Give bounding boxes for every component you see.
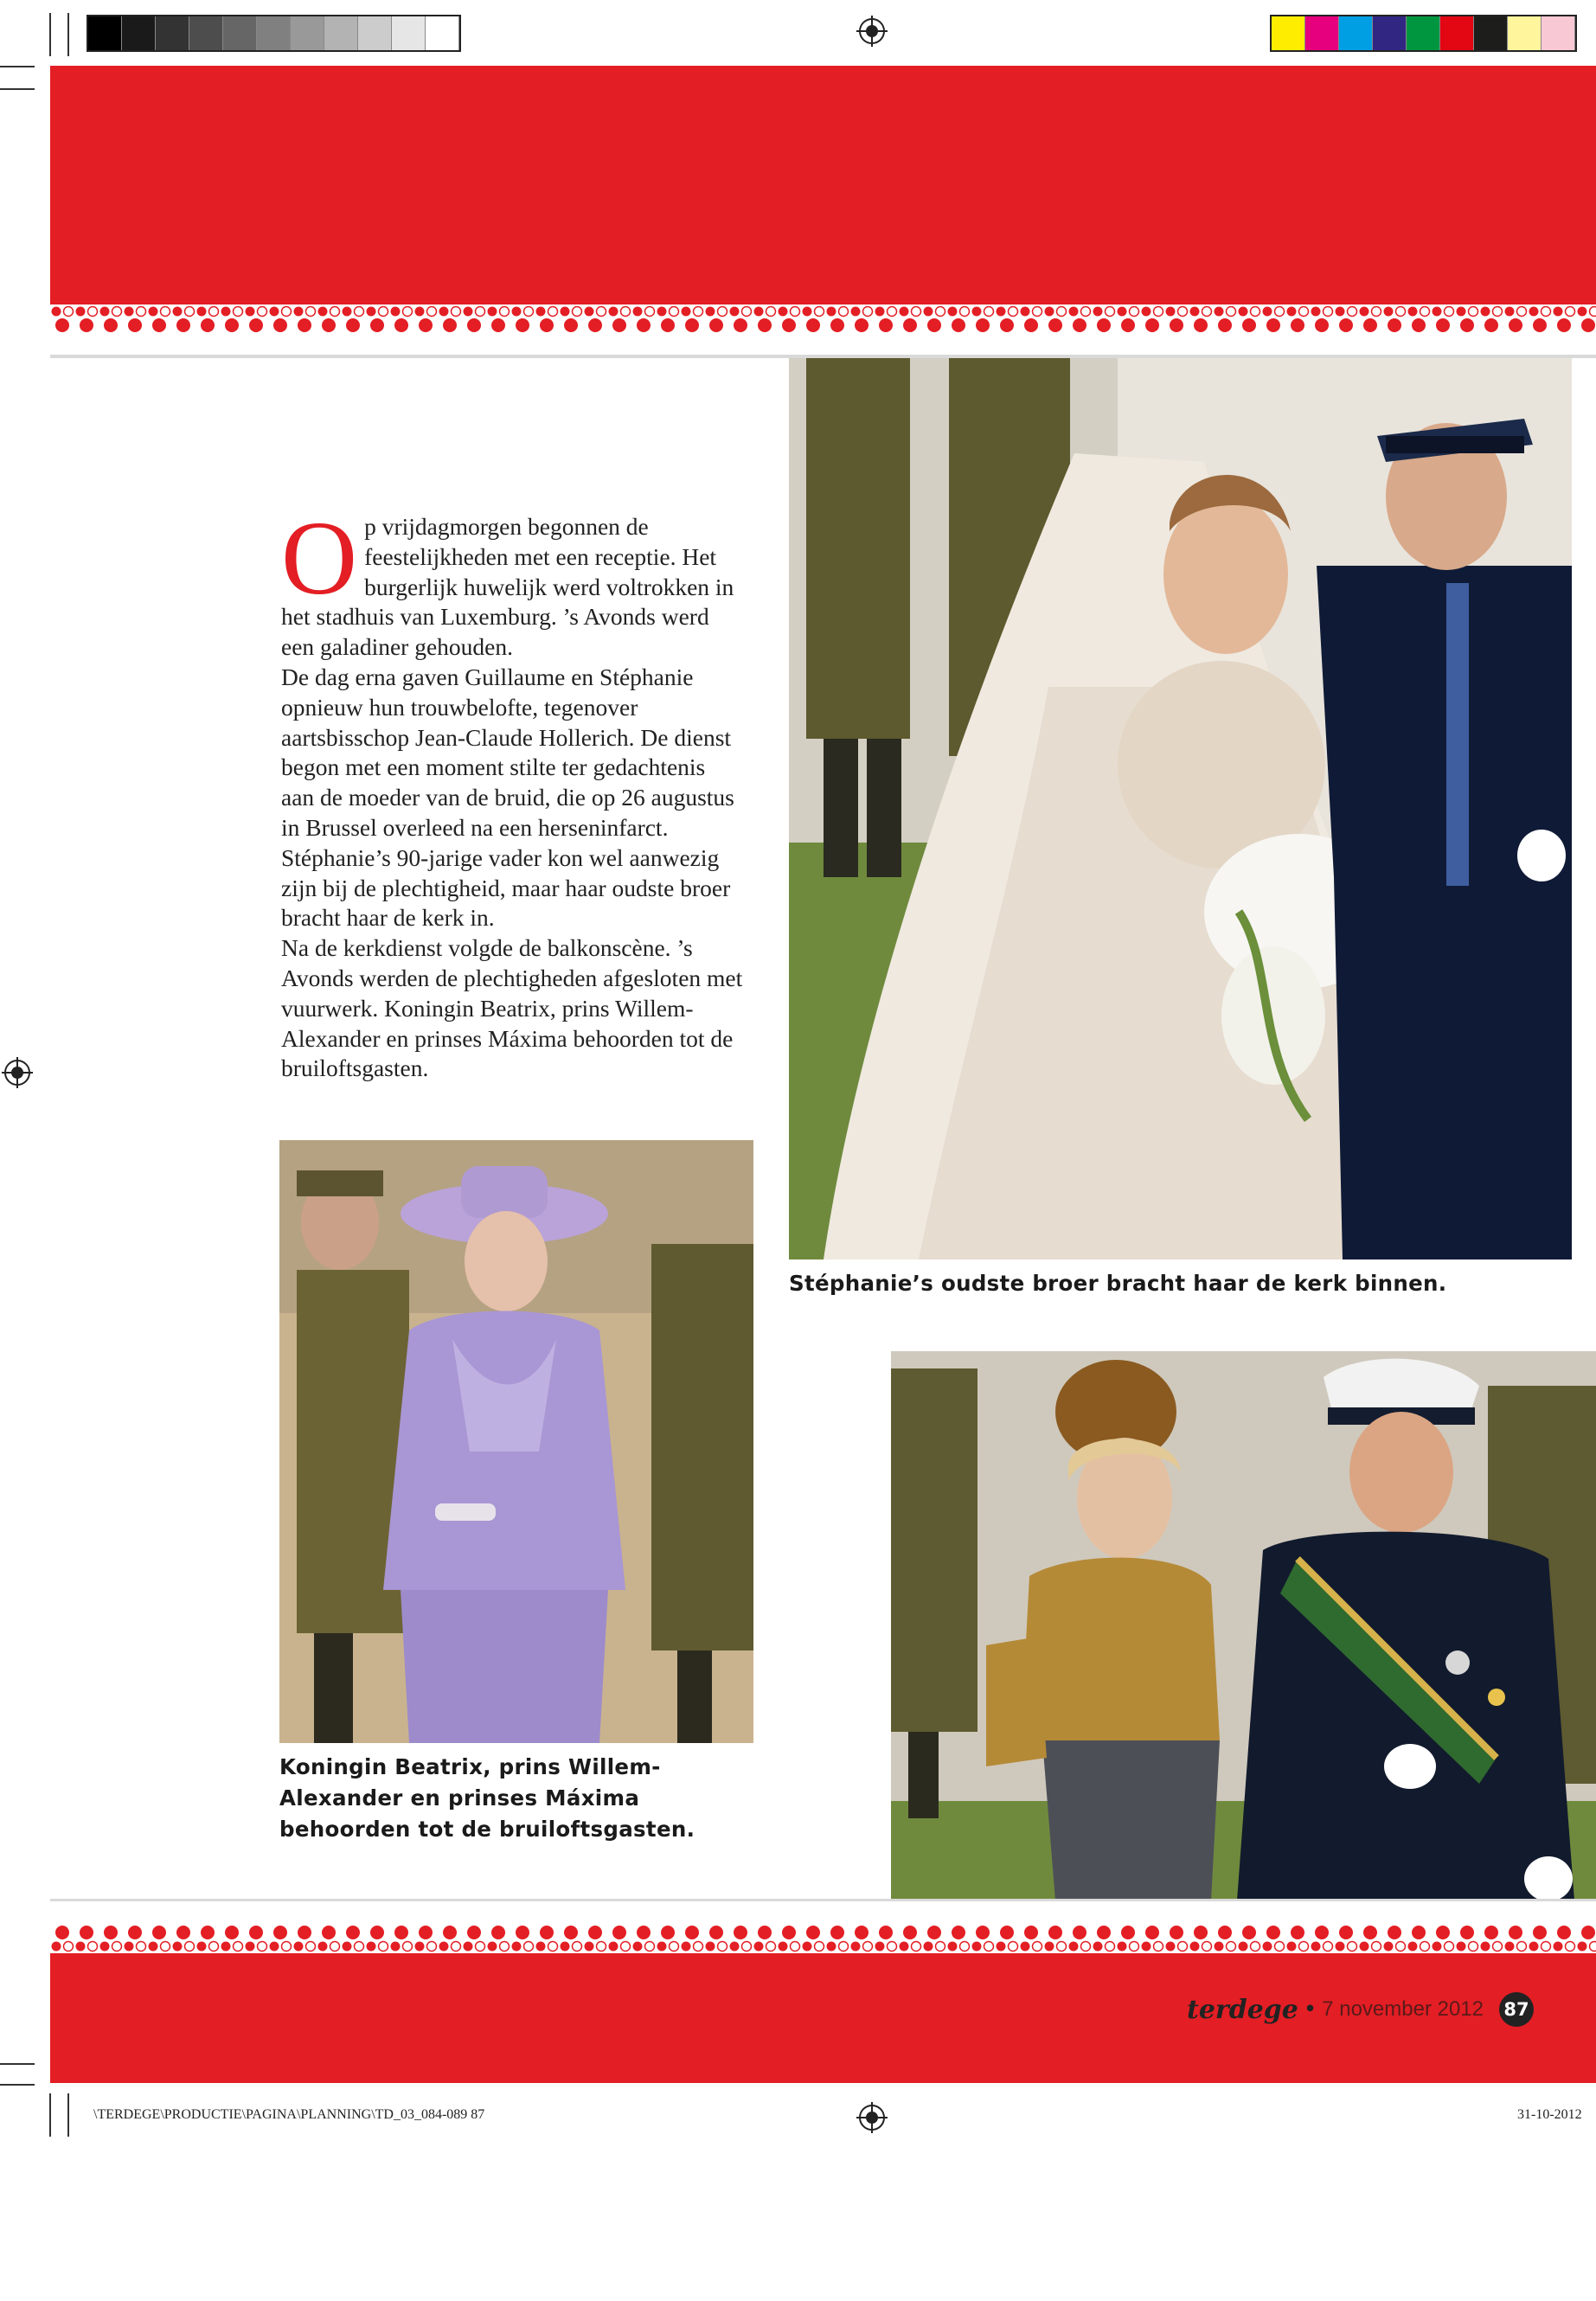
- magazine-brand: terdege: [1186, 1994, 1298, 2025]
- registration-mark-icon: [856, 2102, 888, 2133]
- crop-mark: [49, 2093, 51, 2137]
- crop-mark: [0, 2084, 35, 2086]
- footer-dot-border: [50, 1922, 1596, 1953]
- article-paragraph: De dag erna gaven Guillaume en Stéphanie opnieuw hun trouwbelofte, tegenover aartsbisschop Jean-Claude Hollerich. De dienst begon met een moment stilte ter gedachtenis aan de moeder van de bruid, die op 26 augustus in Brussel overleed na een herseninfarct. Stéphanie’s 90-jarige vader kon wel aanwezig zijn bij de plechtigheid, maar haar oudste broer bracht haar de kerk in.: [281, 663, 734, 932]
- slug-path: \TERDEGE\PRODUCTIE\PAGINA\PLANNING\TD_03_084-089 87: [93, 2107, 485, 2122]
- drop-cap: O: [281, 500, 358, 617]
- folio-bullet: •: [1303, 1997, 1317, 2022]
- crop-mark: [0, 66, 35, 67]
- crop-mark: [67, 2093, 69, 2137]
- page-number: 87: [1499, 1992, 1534, 2027]
- grayscale-color-bar: [87, 15, 461, 52]
- article-body: [281, 500, 744, 1084]
- process-color-bar: [1270, 15, 1577, 52]
- header-red-band: [50, 66, 1596, 304]
- bride-photo: [789, 358, 1572, 1259]
- article-paragraph: p vrijdagmorgen begonnen de feestelijkheden met een receptie. Het burgerlijk huwelijk werd voltrokken in het stadhuis van Luxemburg. ’s Avonds werd een galadiner gehouden.: [281, 513, 734, 661]
- issue-date: 7 november 2012: [1322, 1997, 1484, 2021]
- beatrix-photo-caption: Koningin Beatrix, prins Willem-Alexander en prinses Máxima behoorden tot de bruiloftsgasten.: [279, 1754, 695, 1842]
- beatrix-photo: [279, 1140, 753, 1743]
- header-dot-border: [50, 304, 1596, 336]
- crop-mark: [67, 13, 69, 56]
- article-paragraph: Na de kerkdienst volgde de balkonscène. ’s Avonds werden de plechtigheden afgesloten met vuurwerk. Koningin Beatrix, prins Willem-Alexander en prinses Máxima behoorden tot de bruiloftsgasten.: [281, 934, 743, 1082]
- registration-mark-icon: [2, 1057, 33, 1088]
- folio: [1187, 1992, 1534, 2027]
- slug-date: 31-10-2012: [1517, 2107, 1582, 2122]
- crop-mark: [0, 2063, 35, 2065]
- footer-divider: [50, 1899, 1596, 1901]
- crop-mark: [0, 88, 35, 90]
- bride-photo-caption: Stéphanie’s oudste broer bracht haar de kerk binnen.: [789, 1271, 1447, 1296]
- royal-couple-photo: [891, 1351, 1596, 1900]
- registration-mark-icon: [856, 16, 888, 47]
- crop-mark: [49, 13, 51, 56]
